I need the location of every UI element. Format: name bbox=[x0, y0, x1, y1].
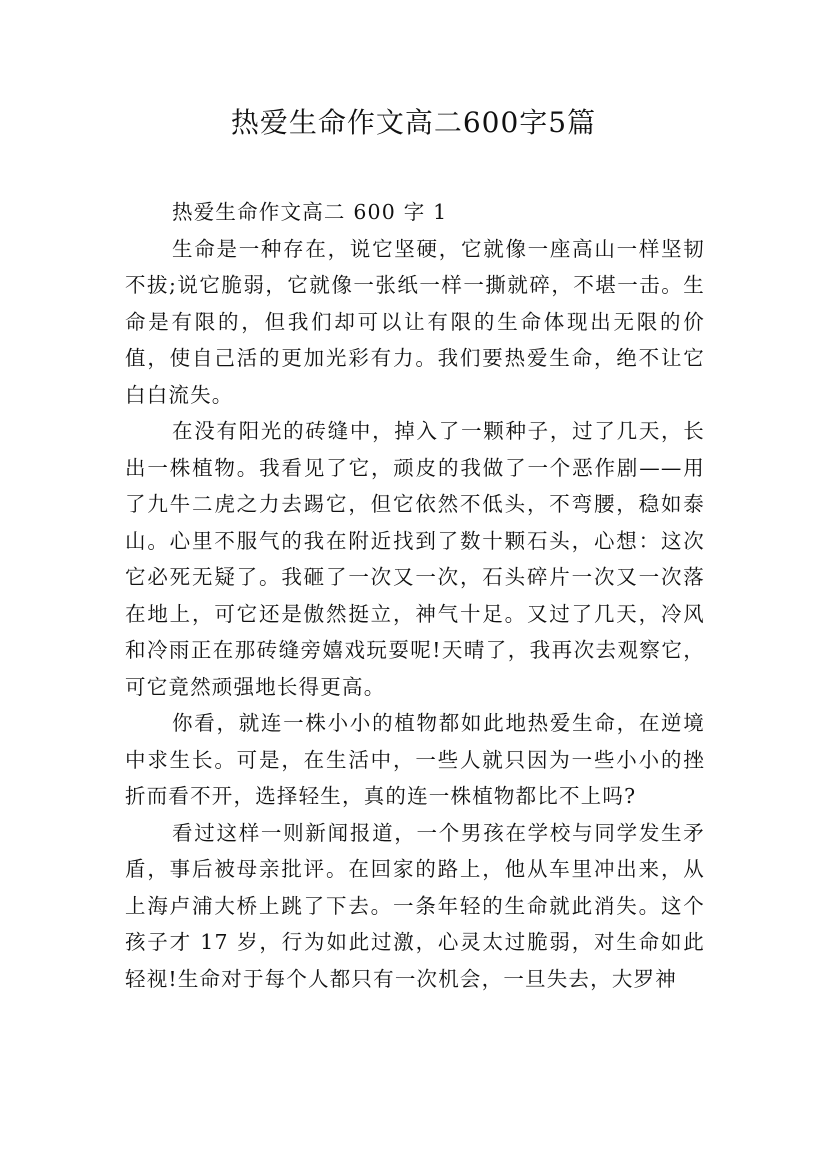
section-heading: 热爱生命作文高二 600 字 1 bbox=[172, 200, 448, 224]
paragraph: 生命是一种存在，说它坚硬，它就像一座高山一样坚韧不拔;说它脆弱，它就像一张纸一样一撕就碎，不堪一击。生命是有限的，但我们却可以让有限的生命体现出无限的价值，使自己活的更加光彩有力。我们要热爱生命，绝不让它白白流失。 bbox=[125, 236, 705, 407]
paragraph: 你看，就连一株小小的植物都如此地热爱生命，在逆境中求生长。可是，在生活中，一些人就只因为一些小小的挫折而看不开，选择轻生，真的连一株植物都比不上吗? bbox=[125, 711, 705, 808]
document-title: 热爱生命作文高二600字5篇 bbox=[230, 106, 597, 139]
paragraph: 在没有阳光的砖缝中，掉入了一颗种子，过了几天，长出一株植物。我看见了它，顽皮的我做了一个恶作剧——用了九牛二虎之力去踢它，但它依然不低头，不弯腰，稳如泰山。心里不服气的我在附近找到了数十颗石头，心想：这次它必死无疑了。我砸了一次又一次，石头碎片一次又一次落在地上，可它还是傲然挺立，神气十足。又过了几天，冷风和冷雨正在那砖缝旁嬉戏玩耍呢!天晴了，我再次去观察它，可它竟然顽强地长得更高。 bbox=[125, 419, 705, 699]
document-body bbox=[125, 194, 705, 997]
paragraph: 看过这样一则新闻报道，一个男孩在学校与同学发生矛盾，事后被母亲批评。在回家的路上，他从车里冲出来，从上海卢浦大桥上跳了下去。一条年轻的生命就此消失。这个孩子才 17 岁，行为如此过激，心灵太过脆弱，对生命如此轻视!生命对于每个人都只有一次机会，一旦失去，大罗神 bbox=[125, 820, 705, 991]
